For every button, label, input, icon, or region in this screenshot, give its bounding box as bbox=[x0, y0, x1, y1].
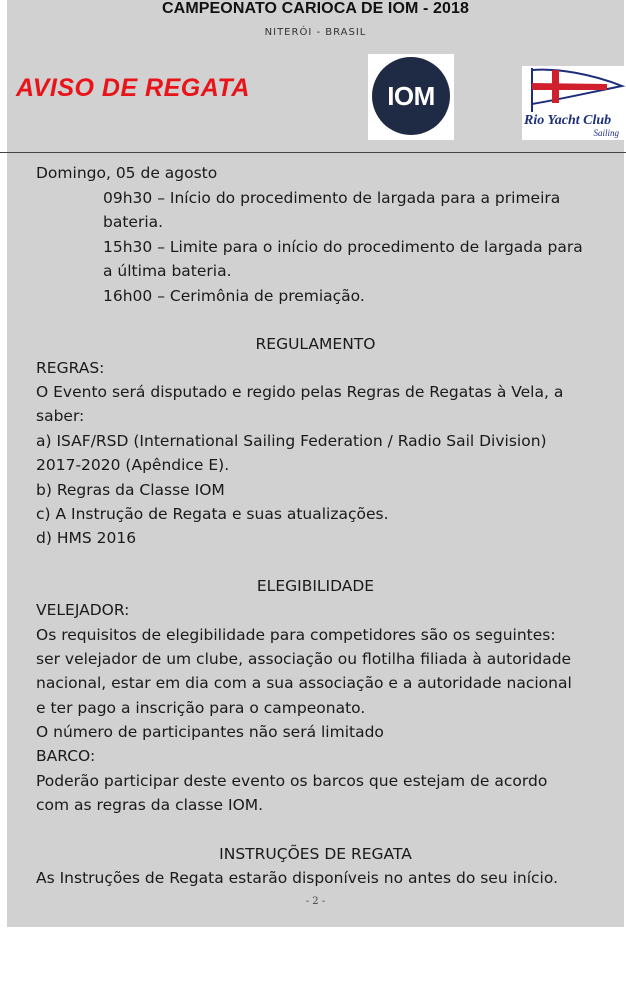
list-item: a) ISAF/RSD (International Sailing Federation / Radio Sail Division) bbox=[36, 432, 547, 450]
section-subheading: REGRAS: bbox=[36, 359, 105, 377]
notice-title: AVISO DE REGATA bbox=[16, 74, 250, 102]
paragraph-line: saber: bbox=[36, 407, 85, 425]
list-item: d) HMS 2016 bbox=[36, 529, 137, 547]
paragraph-line: ser velejador de um clube, associação ou flotilha filiada à autoridade bbox=[36, 650, 572, 668]
header-divider bbox=[0, 152, 626, 153]
schedule-item-cont: a última bateria. bbox=[103, 262, 232, 280]
paragraph-line: nacional, estar em dia com a sua associação e a autoridade nacional bbox=[36, 674, 572, 692]
schedule-item: 16h00 – Cerimônia de premiação. bbox=[103, 287, 365, 305]
schedule-item: 09h30 – Início do procedimento de largada para a primeira bbox=[103, 189, 561, 207]
iom-logo-circle: IOM bbox=[372, 57, 450, 135]
paragraph-line: e ter pago a inscrição para o campeonato. bbox=[36, 699, 366, 717]
list-item: c) A Instrução de Regata e suas atualizações. bbox=[36, 505, 389, 523]
club-logo-name: Rio Yacht Club bbox=[524, 113, 612, 128]
paragraph-line: Poderão participar deste evento os barcos que estejam de acordo bbox=[36, 772, 548, 790]
section-heading-instrucoes: INSTRUÇÕES DE REGATA bbox=[219, 845, 412, 863]
document-page bbox=[7, 0, 624, 927]
schedule-day: Domingo, 05 de agosto bbox=[36, 164, 218, 182]
paragraph-line: As Instruções de Regata estarão disponíveis no antes do seu início. bbox=[36, 869, 558, 887]
location-subtitle: NITERÓI - BRASIL bbox=[264, 27, 367, 38]
list-item-cont: 2017-2020 (Apêndice E). bbox=[36, 456, 230, 474]
section-subheading: BARCO: bbox=[36, 747, 96, 765]
championship-title: CAMPEONATO CARIOCA DE IOM - 2018 bbox=[162, 0, 469, 17]
paragraph-line: O número de participantes não será limitado bbox=[36, 723, 384, 741]
schedule-item-cont: bateria. bbox=[103, 213, 164, 231]
iom-logo bbox=[368, 54, 454, 140]
section-heading-regulamento: REGULAMENTO bbox=[255, 335, 376, 353]
section-subheading: VELEJADOR: bbox=[36, 601, 130, 619]
club-logo-sub: Sailing bbox=[593, 128, 619, 138]
rio-yacht-club-logo bbox=[522, 66, 625, 140]
list-item: b) Regras da Classe IOM bbox=[36, 481, 225, 499]
schedule-item: 15h30 – Limite para o início do procedimento de largada para bbox=[103, 238, 583, 256]
section-heading-elegibilidade: ELEGIBILIDADE bbox=[256, 577, 375, 595]
club-burgee-icon bbox=[522, 66, 625, 116]
paragraph-line: com as regras da classe IOM. bbox=[36, 796, 264, 814]
page-number: - 2 - bbox=[305, 896, 326, 907]
paragraph-line: Os requisitos de elegibilidade para competidores são os seguintes: bbox=[36, 626, 556, 644]
paragraph-line: O Evento será disputado e regido pelas Regras de Regatas à Vela, a bbox=[36, 383, 564, 401]
